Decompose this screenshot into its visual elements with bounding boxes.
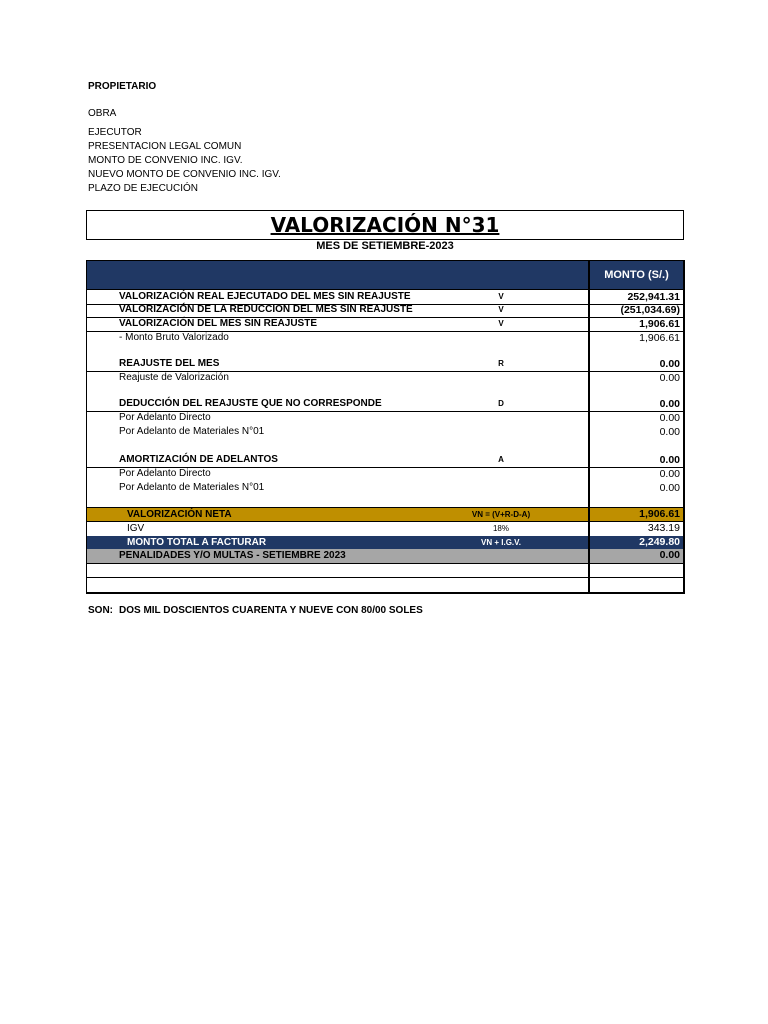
plazo-label: PLAZO DE EJECUCIÓN (88, 183, 199, 194)
table-row (87, 331, 683, 345)
row-label: Por Adelanto de Materiales N°01 (119, 426, 265, 437)
monto-column-header: MONTO (S/.) (604, 269, 669, 281)
row-code: A (498, 455, 504, 464)
row-amount: 252,941.31 (627, 291, 680, 303)
row-label: VALORIZACIÓN DE LA REDUCCION DEL MES SIN REAJUSTE (119, 304, 413, 315)
row-label: DEDUCCIÓN DEL REAJUSTE QUE NO CORRESPONDE (119, 398, 382, 409)
row-label: - Monto Bruto Valorizado (119, 332, 229, 343)
table-row (87, 357, 683, 372)
empty-row (87, 564, 683, 578)
row-label: VALORIZACIÓN NETA (127, 509, 232, 520)
table-row (87, 411, 683, 425)
row-label: MONTO TOTAL A FACTURAR (127, 537, 267, 548)
monto-total-row (87, 536, 683, 549)
row-amount: 0.00 (659, 454, 680, 466)
table-row (87, 425, 683, 439)
row-amount: 0.00 (659, 412, 680, 424)
row-code: D (498, 399, 504, 408)
row-amount: 1,906.61 (639, 508, 680, 520)
monto-convenio-label: MONTO DE CONVENIO INC. IGV. (88, 155, 243, 166)
row-label: Por Adelanto Directo (119, 468, 211, 479)
row-amount: 0.00 (659, 398, 680, 410)
row-code: R (498, 359, 504, 368)
row-label: VALORIZACIÓN DEL MES SIN REAJUSTE (119, 318, 317, 329)
row-amount: 1,906.61 (639, 318, 680, 330)
row-amount: 343.19 (647, 522, 680, 534)
valorizacion-neta-row (87, 507, 683, 522)
table-row (87, 453, 683, 468)
son-line (88, 605, 423, 617)
row-amount: 0.00 (659, 468, 680, 480)
row-label: Reajuste de Valorización (119, 372, 229, 383)
row-code: V (498, 305, 504, 314)
son-value: DOS MIL DOSCIENTOS CUARENTA Y NUEVE CON 80/00 SOLES (119, 605, 423, 616)
row-amount: 0.00 (659, 426, 680, 438)
row-amount: 2,249.80 (639, 536, 680, 548)
igv-row (87, 522, 683, 535)
page-subtitle: MES DE SETIEMBRE-2023 (316, 240, 454, 252)
propietario-label: PROPIETARIO (88, 81, 157, 92)
row-label: AMORTIZACIÓN DE ADELANTOS (119, 454, 278, 465)
table-row (87, 481, 683, 495)
row-code: VN + I.G.V. (481, 538, 521, 547)
nuevo-monto-label: NUEVO MONTO DE CONVENIO INC. IGV. (88, 169, 281, 180)
table-row (87, 371, 683, 385)
row-label: Por Adelanto Directo (119, 412, 211, 423)
row-amount: 0.00 (659, 358, 680, 370)
penalidades-row (87, 549, 683, 564)
table-row (87, 317, 683, 332)
valorizacion-table (86, 260, 685, 594)
row-amount: 0.00 (659, 372, 680, 384)
row-code: V (498, 292, 504, 301)
row-label: IGV (127, 523, 145, 534)
obra-label: OBRA (88, 108, 117, 119)
row-amount: (251,034.69) (620, 304, 680, 316)
row-amount: 0.00 (659, 482, 680, 494)
table-row (87, 467, 683, 481)
son-label: SON: (88, 605, 113, 616)
column-divider (588, 261, 590, 592)
row-code: VN = (V+R-D-A) (471, 510, 531, 519)
ejecutor-label: EJECUTOR (88, 127, 142, 138)
page-title: VALORIZACIÓN N°31 (270, 213, 500, 237)
row-amount: 1,906.61 (639, 332, 680, 344)
row-amount: 0.00 (659, 549, 680, 561)
row-label: Por Adelanto de Materiales N°01 (119, 482, 265, 493)
row-code: V (498, 319, 504, 328)
title-box (86, 210, 684, 240)
row-label: VALORIZACIÓN REAL EJECUTADO DEL MES SIN REAJUSTE (119, 291, 411, 302)
row-label: PENALIDADES Y/O MULTAS - SETIEMBRE 2023 (119, 550, 346, 561)
row-code: 18% (492, 524, 509, 533)
table-header (87, 261, 683, 289)
row-label: REAJUSTE DEL MES (119, 358, 220, 369)
table-row (87, 303, 683, 318)
presentacion-label: PRESENTACION LEGAL COMUN (88, 141, 242, 152)
table-row (87, 397, 683, 412)
